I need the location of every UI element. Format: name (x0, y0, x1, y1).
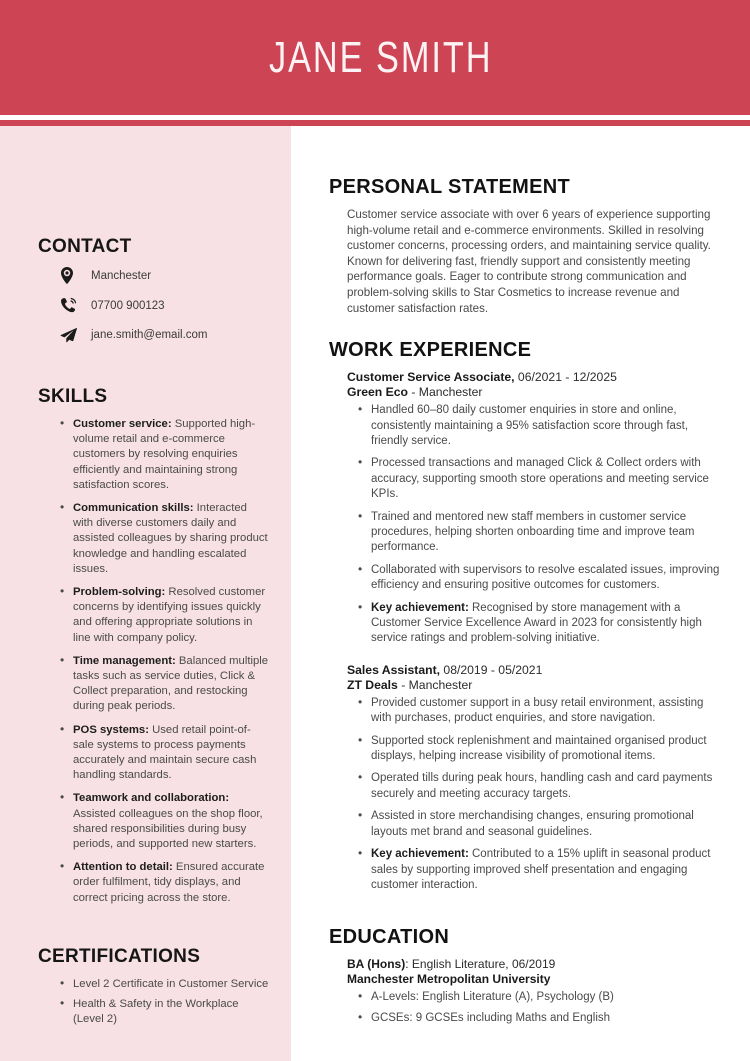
jobs-container (329, 370, 720, 893)
job-bullet (358, 456, 720, 502)
job-bullet-text: Handled 60–80 daily customer enquiries in store and online, consistently maintaining a 95% satisfaction score through fast, friendly service. (371, 404, 689, 447)
certification-item-text: Health & Safety in the Workplace (Level 2) (73, 998, 239, 1026)
personal-statement-heading: PERSONAL STATEMENT (329, 176, 570, 198)
job-title: Sales Assistant, (347, 662, 441, 677)
skills-section (38, 356, 269, 906)
job-bullet-text: Assisted in store merchandising changes, ensuring promotional layouts met brand and seasonal guidelines. (371, 810, 694, 838)
job-bullet (358, 734, 720, 765)
skill-item-label: Problem-solving: (73, 586, 166, 599)
education-heading: EDUCATION (329, 926, 450, 949)
personal-statement-section (329, 126, 720, 316)
skill-item-text: Interacted with diverse customers daily and assisted colleagues by sharing product knowledge and handling escalated issues. (73, 502, 268, 575)
education-degree-rest: : English Literature, 06/2019 (405, 957, 556, 972)
page-title: JANE SMITH (268, 32, 493, 82)
job-bullet-text: Trained and mentored new staff members in customer service procedures, helping shorten onboarding time and improve team performance. (371, 510, 695, 554)
job-company: Green Eco (347, 385, 408, 400)
job-entry (329, 370, 720, 647)
skill-item-text: Assisted colleagues on the shop floor, shared responsibilities during busy periods, and supported new starters. (73, 807, 263, 851)
certification-item (60, 977, 269, 992)
job-bullet-text: Operated tills during peak hours, handling cash and card payments securely and meeting accuracy targets. (371, 772, 713, 800)
job-company-line (347, 385, 720, 400)
job-bullet (358, 771, 720, 802)
job-entry (329, 663, 720, 893)
skill-item (60, 791, 269, 852)
job-bullet-text: Collaborated with supervisors to resolve escalated issues, improving efficiency and ensuring positive outcomes for customers. (371, 563, 720, 592)
education-bullet (358, 1011, 720, 1026)
skill-item-text: Ensured accurate order fulfilment, tidy displays, and correct pricing across the store. (73, 861, 265, 904)
skill-item (60, 860, 269, 906)
phone-icon (60, 297, 82, 314)
main-content (291, 126, 750, 1061)
education-section (329, 900, 720, 1026)
contact-item-email (38, 327, 269, 343)
education-bullet-list (347, 990, 720, 1026)
sidebar (0, 126, 291, 1061)
skill-item-label: Attention to detail: (73, 861, 173, 874)
job-company-line (347, 678, 720, 693)
skill-item (60, 585, 269, 646)
job-title: Customer Service Associate, (347, 370, 515, 385)
job-dates: 08/2019 - 05/2021 (440, 662, 543, 677)
skill-item (60, 654, 269, 715)
skill-item (60, 723, 269, 784)
contact-email-value: jane.smith@email.com (91, 329, 208, 341)
job-bullet (358, 809, 720, 840)
job-bullet-list (347, 696, 720, 893)
personal-statement-text: Customer service associate with over 6 years of experience supporting high-volume retail and e-commerce environments. Skilled in resolving customer concerns, processing orders, and maintaining service quality. Known for delivering fast, friendly support and consistently meeting performance goals. Eager to contribute strong communication and problem-solving skills to Star Cosmetics to increase revenue and customer satisfaction rates. (347, 208, 711, 315)
education-bullet (358, 990, 720, 1005)
skill-item-text: Used retail point-of-sale systems to process payments accurately and maintain secure cash handling standards. (73, 723, 257, 782)
skill-item-text: Balanced multiple tasks such as service duties, Click & Collect preparation, and restocking during peak periods. (73, 654, 269, 713)
work-experience-section (329, 316, 720, 893)
job-bullet-text: Processed transactions and managed Click & Collect orders with accuracy, supporting smooth store operations and meeting service KPIs. (371, 457, 709, 501)
skill-item (60, 417, 269, 493)
education-degree-label: BA (Hons) (347, 957, 406, 972)
contact-section (38, 126, 269, 343)
job-title-line (347, 370, 720, 385)
skill-item-label: Time management: (73, 654, 176, 667)
certifications-section (38, 914, 269, 1028)
education-school: Manchester Metropolitan University (347, 972, 551, 987)
job-bullet-label: Key achievement: (371, 848, 469, 861)
job-bullet (358, 601, 720, 647)
education-entry (329, 957, 720, 1026)
certifications-heading: CERTIFICATIONS (38, 945, 201, 967)
contact-phone-value: 07700 900123 (91, 299, 165, 312)
job-title-line (347, 663, 720, 678)
job-bullet-text: Supported stock replenishment and maintained organised product displays, helping increase visibility of promotional items. (371, 734, 707, 763)
skills-heading: SKILLS (38, 386, 108, 407)
contact-location-value: Manchester (91, 269, 152, 282)
certifications-list (38, 977, 269, 1028)
skills-list (38, 417, 269, 906)
resume-body (0, 126, 750, 1061)
job-bullet (358, 403, 720, 449)
paper-plane-email-icon (60, 327, 82, 343)
job-bullet-text: Provided customer support in a busy retail environment, assisting with purchases, product enquiries, and store navigation. (371, 696, 704, 725)
skill-item-label: POS systems: (73, 723, 149, 736)
skill-item (60, 501, 269, 577)
contact-item-location (38, 267, 269, 284)
job-location: - Manchester (407, 385, 483, 400)
job-dates: 06/2021 - 12/2025 (514, 370, 617, 385)
certification-item-text: Level 2 Certificate in Customer Service (73, 977, 269, 990)
job-bullet-label: Key achievement: (371, 601, 469, 614)
job-bullet-text: Contributed to a 15% uplift in seasonal product sales by supporting improved shelf presentation and engaging customer interaction. (371, 848, 711, 891)
job-bullet (358, 847, 720, 893)
work-experience-heading: WORK EXPERIENCE (329, 339, 532, 362)
skill-item-text: Supported high-volume retail and e-commerce customers by resolving enquiries efficiently and maintaining strong satisfaction scores. (73, 418, 256, 491)
education-bullet-text: GCSEs: 9 GCSEs including Maths and English (371, 1011, 611, 1024)
skill-item-label: Communication skills: (73, 502, 194, 515)
education-bullet-text: A-Levels: English Literature (A), Psychology (B) (371, 991, 614, 1004)
location-pin-icon (60, 267, 82, 284)
skill-item-label: Customer service: (73, 418, 172, 430)
contact-item-phone (38, 297, 269, 314)
education-degree-line (347, 957, 720, 972)
certification-item (60, 997, 269, 1027)
job-bullet (358, 696, 720, 727)
job-location: - Manchester (397, 677, 473, 692)
job-bullet-list (347, 403, 720, 647)
job-bullet (358, 510, 720, 556)
job-bullet (358, 563, 720, 594)
contact-heading: CONTACT (38, 236, 132, 257)
header-banner (0, 0, 750, 115)
contact-list (38, 267, 269, 343)
skill-item-text: Resolved customer concerns by identifying issues quickly and offering appropriate solutions in line with company policy. (73, 586, 266, 644)
job-bullet-text: Recognised by store management with a Customer Service Excellence Award in 2023 for consistently high service ratings and problem-solving initiative. (371, 601, 702, 645)
job-company: ZT Deals (347, 677, 398, 692)
skill-item-label: Teamwork and collaboration: (73, 792, 230, 805)
